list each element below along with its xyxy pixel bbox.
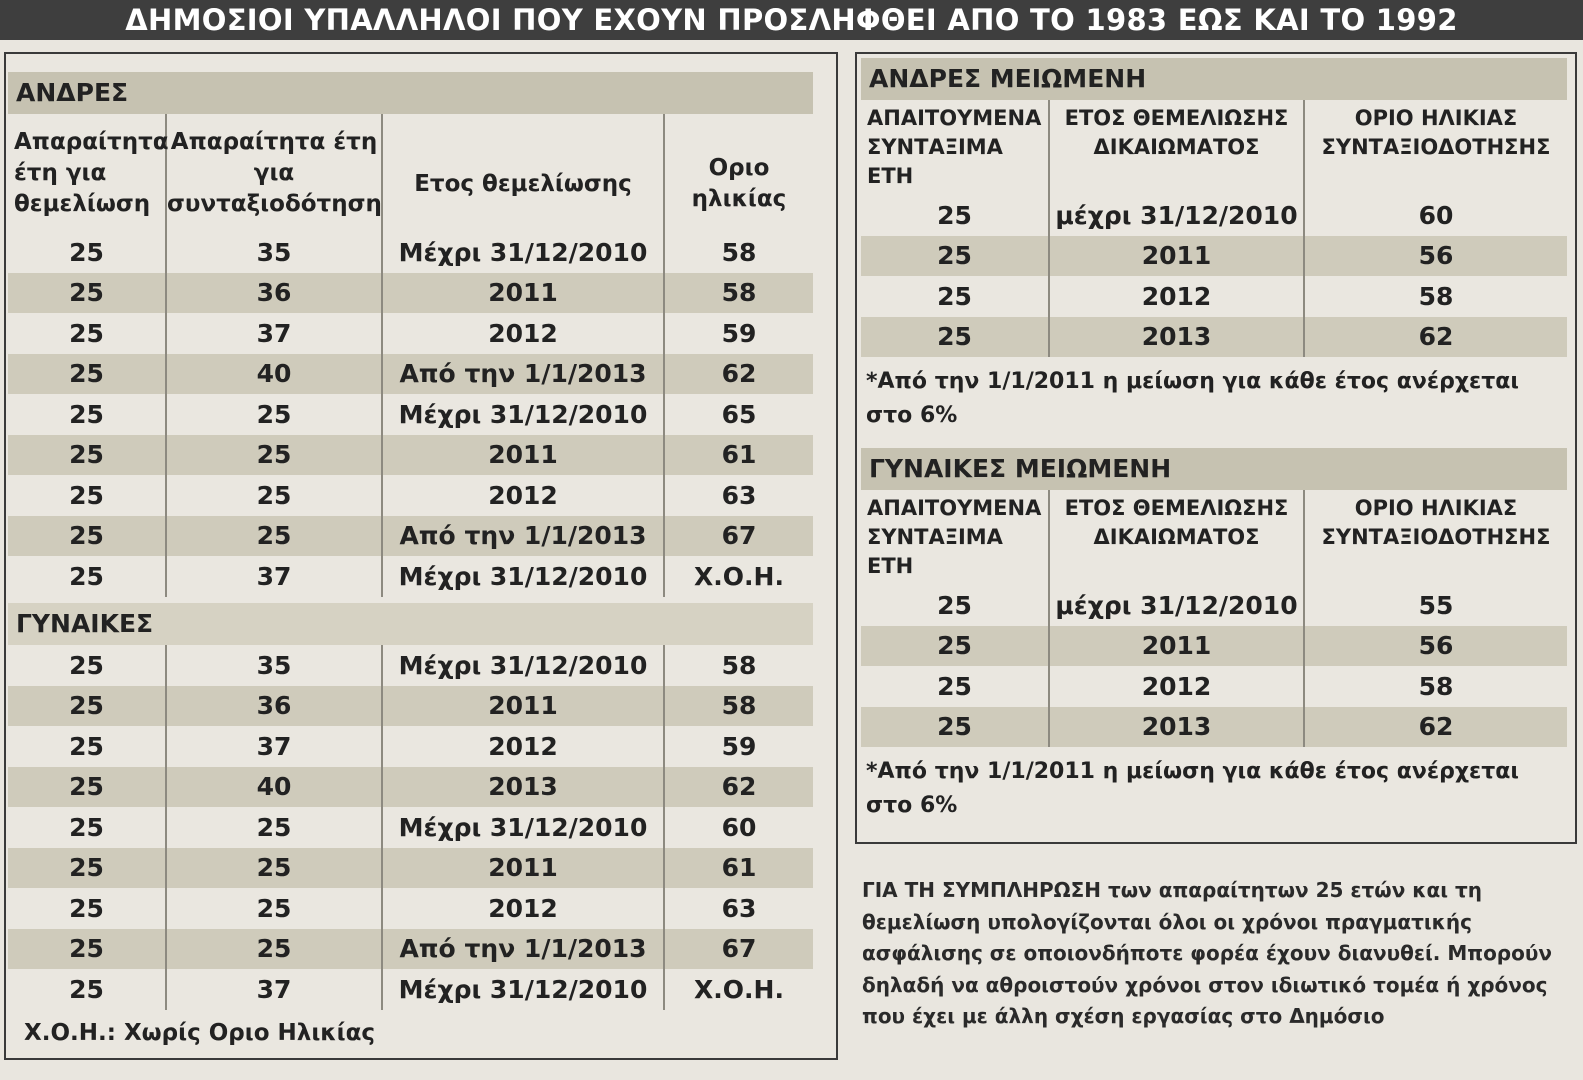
table-cell: 58 <box>721 237 757 267</box>
table-row <box>861 585 1567 626</box>
table-cell: 2012 <box>382 888 664 929</box>
table-cell: Χ.Ο.Η. <box>694 561 784 591</box>
table-cell: 58 <box>721 650 757 680</box>
table-cell: 2011 <box>382 435 664 476</box>
table-row <box>861 276 1567 317</box>
men-table <box>8 232 813 597</box>
table-cell: Από την 1/1/2013 <box>382 929 664 970</box>
table-cell: 25 <box>8 645 166 686</box>
header-foundation-year: ΕΤΟΣ ΘΕΜΕΛΙΩΣΗΣ ΔΙΚΑΙΩΜΑΤΟΣ <box>1049 100 1304 195</box>
table-cell: 25 <box>166 516 382 557</box>
women-section-heading: ΓΥΝΑΙΚΕΣ <box>8 603 813 645</box>
header-foundation-year: Ετος θεμελίωσης <box>382 114 664 232</box>
table-cell: 25 <box>8 556 166 597</box>
table-row <box>8 686 813 727</box>
table-row <box>8 556 813 597</box>
table-cell: Μέχρι 31/12/2010 <box>382 807 664 848</box>
table-cell: 25 <box>861 276 1049 317</box>
table-cell: 61 <box>664 848 813 889</box>
table-cell: 58 <box>1418 281 1454 311</box>
table-cell: 25 <box>8 313 166 354</box>
table-row <box>861 666 1567 707</box>
table-cell: 25 <box>8 767 166 808</box>
table-cell: 25 <box>8 929 166 970</box>
table-cell: 37 <box>166 313 382 354</box>
table-cell: Από την 1/1/2013 <box>382 354 664 395</box>
table-row <box>861 707 1567 748</box>
table-cell: 25 <box>8 475 166 516</box>
table-cell: 25 <box>8 888 166 929</box>
table-cell: 35 <box>166 645 382 686</box>
men-reduced-table <box>861 100 1567 357</box>
table-cell: 2011 <box>1049 626 1304 667</box>
table-cell: 62 <box>1304 317 1567 358</box>
table-cell: Μέχρι 31/12/2010 <box>382 645 664 686</box>
table-row <box>8 767 813 808</box>
table-cell: 2011 <box>382 273 664 314</box>
table-cell: Μέχρι 31/12/2010 <box>382 556 664 597</box>
table-cell: 25 <box>166 394 382 435</box>
header-required-years: ΑΠΑΙΤΟΥΜΕΝΑ ΣΥΝΤΑΞΙΜΑ ΕΤΗ <box>861 490 1049 585</box>
table-row <box>8 516 813 557</box>
table-cell: 25 <box>8 273 166 314</box>
table-cell: 25 <box>166 807 382 848</box>
table-row <box>8 848 813 889</box>
page-title: ΔΗΜΟΣΙΟΙ ΥΠΑΛΛΗΛΟΙ ΠΟΥ ΕΧΟΥΝ ΠΡΟΣΛΗΦΘΕΙ ΑΠΟ ΤΟ 1983 ΕΩΣ ΚΑΙ ΤΟ 1992 <box>0 0 1583 40</box>
table-cell: 25 <box>8 807 166 848</box>
table-cell: 40 <box>166 767 382 808</box>
table-cell: 56 <box>1304 236 1567 277</box>
table-cell: 25 <box>861 585 1049 626</box>
table-cell: 35 <box>166 232 382 273</box>
table-cell: 2011 <box>382 686 664 727</box>
table-row <box>8 475 813 516</box>
table-cell: 25 <box>861 626 1049 667</box>
table-cell: 62 <box>664 767 813 808</box>
table-cell: 61 <box>664 435 813 476</box>
table-cell: 58 <box>664 273 813 314</box>
table-cell: 25 <box>861 707 1049 748</box>
table-cell: 25 <box>8 354 166 395</box>
explanatory-paragraph: ΓΙΑ ΤΗ ΣΥΜΠΛΗΡΩΣΗ των απαραίτητων 25 ετών και τη θεμελίωση υπολογίζονται όλοι οι χρόνοι πραγματικής ασφάλισης σε οποιονδήποτε φορέα έχουν διανυθεί. Μπορούν δηλαδή να αθροιστούν χρόνοι στον ιδιωτικό τομέα ή χρόνος που έχει με άλλη σχέση εργασίας στο Δημόσιο <box>862 878 1552 1028</box>
table-row <box>8 435 813 476</box>
table-cell: 25 <box>861 317 1049 358</box>
table-row <box>8 313 813 354</box>
table-row <box>861 236 1567 277</box>
table-cell: 65 <box>721 399 757 429</box>
table-cell: 2012 <box>382 726 664 767</box>
header-years-foundation: Απαραίτητα έτη για θεμελίωση <box>8 114 166 232</box>
table-cell: 62 <box>1304 707 1567 748</box>
table-cell: 62 <box>664 354 813 395</box>
women-reduced-heading: ΓΥΝΑΙΚΕΣ ΜΕΙΩΜΕΝΗ <box>861 448 1567 490</box>
table-row <box>8 888 813 929</box>
table-cell: 58 <box>1418 671 1454 701</box>
table-cell: Μέχρι 31/12/2010 <box>382 969 664 1010</box>
table-row <box>8 232 813 273</box>
table-cell: 25 <box>8 435 166 476</box>
men-header-table <box>8 114 813 232</box>
table-cell: 36 <box>166 273 382 314</box>
table-cell: 67 <box>664 929 813 970</box>
women-table <box>8 645 813 1010</box>
table-cell: 25 <box>861 236 1049 277</box>
table-cell: 25 <box>8 516 166 557</box>
table-cell: 2011 <box>1049 236 1304 277</box>
table-row <box>8 929 813 970</box>
table-cell: 60 <box>721 812 757 842</box>
header-years-pension: Απαραίτητα έτη για συνταξιοδότηση <box>166 114 382 232</box>
table-row <box>861 626 1567 667</box>
table-cell: 25 <box>8 686 166 727</box>
table-cell: 2013 <box>1049 317 1304 358</box>
table-cell: 59 <box>721 318 757 348</box>
table-row <box>8 969 813 1010</box>
table-cell: 55 <box>1418 590 1454 620</box>
table-cell: 56 <box>1304 626 1567 667</box>
left-footnote: Χ.Ο.Η.: Χωρίς Οριο Ηλικίας <box>24 1020 376 1046</box>
table-cell: 37 <box>166 556 382 597</box>
table-cell: 25 <box>8 969 166 1010</box>
table-cell: 37 <box>166 969 382 1010</box>
table-row <box>8 273 813 314</box>
table-cell: 63 <box>721 480 757 510</box>
table-cell: 37 <box>166 726 382 767</box>
table-cell: 63 <box>721 893 757 923</box>
header-pension-age: ΟΡΙΟ ΗΛΙΚΙΑΣ ΣΥΝΤΑΞΙΟΔΟΤΗΣΗΣ <box>1321 106 1551 159</box>
table-cell: 60 <box>1418 200 1454 230</box>
table-cell: 25 <box>166 848 382 889</box>
table-cell: 25 <box>8 726 166 767</box>
table-cell: 2011 <box>382 848 664 889</box>
table-cell: 2013 <box>1049 707 1304 748</box>
table-row <box>861 195 1567 236</box>
table-cell: 25 <box>8 394 166 435</box>
table-cell: 25 <box>166 475 382 516</box>
table-cell: Από την 1/1/2013 <box>382 516 664 557</box>
table-cell: 25 <box>861 666 1049 707</box>
table-row <box>8 726 813 767</box>
men-section-heading: ΑΝΔΡΕΣ <box>8 72 813 114</box>
table-cell: Χ.Ο.Η. <box>694 974 784 1004</box>
table-cell: Μέχρι 31/12/2010 <box>382 394 664 435</box>
table-row <box>8 645 813 686</box>
table-row <box>8 807 813 848</box>
table-cell: 2012 <box>382 313 664 354</box>
table-cell: 25 <box>166 929 382 970</box>
table-cell: 2012 <box>382 475 664 516</box>
table-cell: 25 <box>861 195 1049 236</box>
table-row <box>861 317 1567 358</box>
table-cell: 2013 <box>382 767 664 808</box>
table-row <box>8 354 813 395</box>
table-cell: 25 <box>166 435 382 476</box>
table-cell: 2012 <box>1049 666 1304 707</box>
header-required-years: ΑΠΑΙΤΟΥΜΕΝΑ ΣΥΝΤΑΞΙΜΑ ΕΤΗ <box>861 100 1049 195</box>
table-cell: μέχρι 31/12/2010 <box>1049 585 1304 626</box>
header-foundation-year: ΕΤΟΣ ΘΕΜΕΛΙΩΣΗΣ ΔΙΚΑΙΩΜΑΤΟΣ <box>1049 490 1304 585</box>
men-reduced-note: *Από την 1/1/2011 η μείωση για κάθε έτος ανέρχεται στο 6% <box>866 369 1519 428</box>
table-cell: 25 <box>8 232 166 273</box>
table-cell: 2012 <box>1049 276 1304 317</box>
women-reduced-table <box>861 490 1567 747</box>
table-cell: 25 <box>166 888 382 929</box>
table-cell: 40 <box>166 354 382 395</box>
table-cell: 58 <box>664 686 813 727</box>
header-age-limit: Οριο ηλικίας <box>691 155 787 212</box>
table-cell: 67 <box>664 516 813 557</box>
table-cell: 25 <box>8 848 166 889</box>
table-row <box>8 394 813 435</box>
table-cell: μέχρι 31/12/2010 <box>1049 195 1304 236</box>
header-pension-age: ΟΡΙΟ ΗΛΙΚΙΑΣ ΣΥΝΤΑΞΙΟΔΟΤΗΣΗΣ <box>1321 496 1551 549</box>
men-reduced-heading: ΑΝΔΡΕΣ ΜΕΙΩΜΕΝΗ <box>861 58 1567 100</box>
table-cell: 59 <box>721 731 757 761</box>
women-reduced-note: *Από την 1/1/2011 η μείωση για κάθε έτος ανέρχεται στο 6% <box>866 759 1519 818</box>
table-cell: 36 <box>166 686 382 727</box>
table-cell: Μέχρι 31/12/2010 <box>382 232 664 273</box>
